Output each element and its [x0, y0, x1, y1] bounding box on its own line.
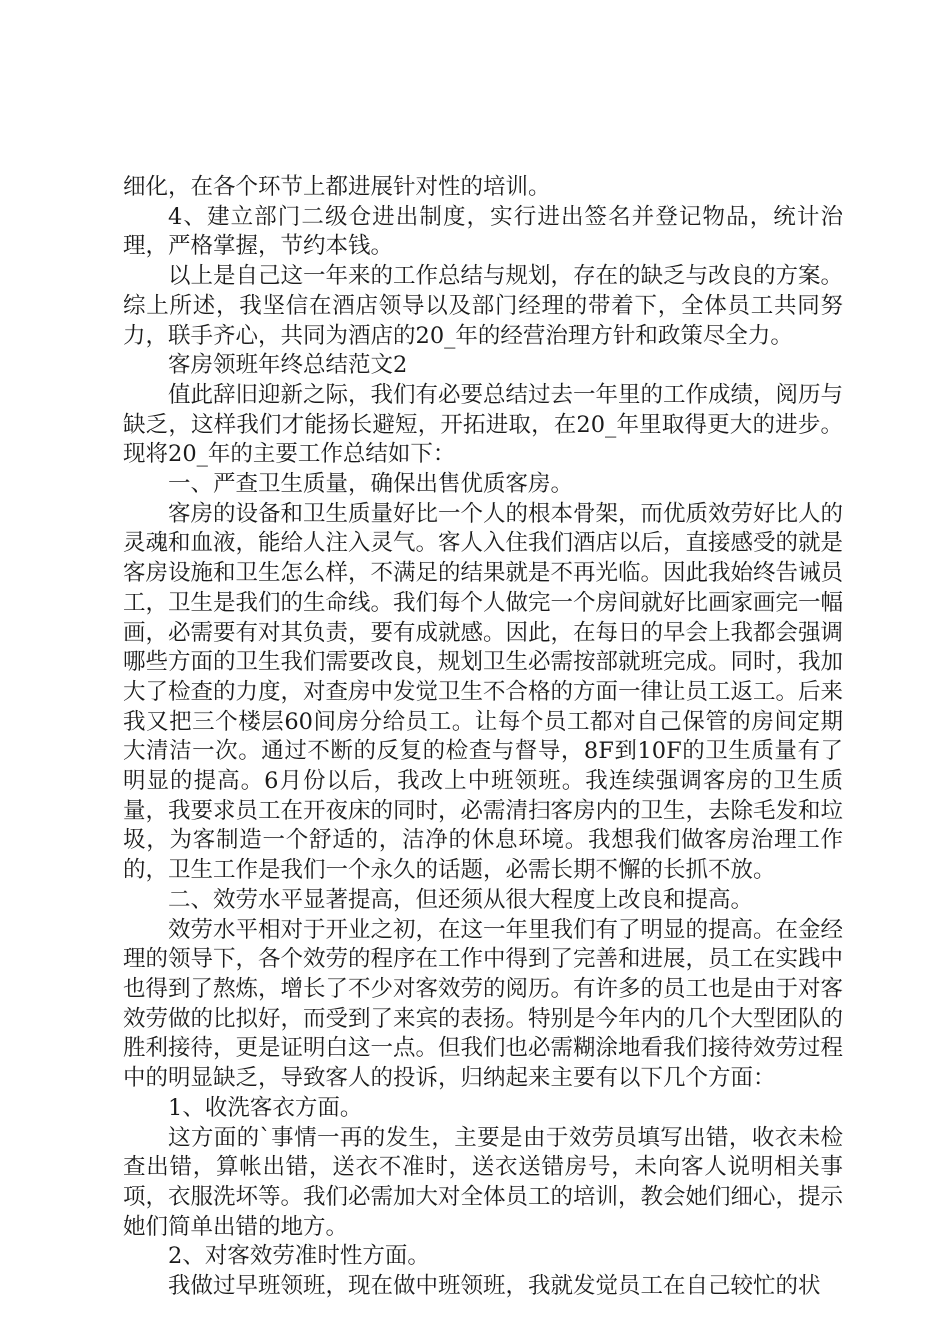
section-heading: 一、严查卫生质量，确保出售优质客房。 [168, 471, 574, 498]
paragraph: 细化，在各个环节上都进展针对性的培训。 [123, 174, 551, 200]
subsection-heading: 1、收洗客衣方面。 [168, 1094, 363, 1121]
paragraph: 值此辞旧迎新之际，我们有必要总结过去一年里的工作成绩，阅历与缺乏，这样我们才能扬长避短，开拓进取，在20_年里取得更大的进步。现将20_年的主要工作总结如下： [123, 381, 844, 468]
paragraph: 4、建立部门二级仓进出制度，实行进出签名并登记物品，统计治理，严格掌握，节约本钱。 [123, 203, 843, 260]
subsection-heading: 2、对客效劳准时性方面。 [168, 1243, 430, 1270]
section-heading: 二、效劳水平显著提高，但还须从很大程度上改良和提高。 [168, 886, 754, 913]
paragraph: 我做过早班领班，现在做中班领班，我就发觉员工在自己较忙的状 [168, 1273, 821, 1300]
document-body [123, 173, 843, 1302]
paragraph: 效劳水平相对于开业之初，在这一年里我们有了明显的提高。在金经理的领导下，各个效劳的程序在工作中得到了完善和进展，员工在实践中也得到了熬炼，增长了不少对客效劳的阅历。有许多的员工也是由于对客效劳做的比拟好，而受到了来宾的表扬。特别是今年内的几个大型团队的胜利接待，更是证明白这一点。但我们也必需糊涂地看我们接待效劳过程中的明显缺乏，导致客人的投诉，归纳起来主要有以下几个方面： [123, 916, 844, 1092]
paragraph: 以上是自己这一年来的工作总结与规划，存在的缺乏与改良的方案。综上所述，我坚信在酒店领导以及部门经理的带着下，全体员工共同努力，联手齐心，共同为酒店的20_年的经营治理方针和政策尽全力。 [123, 263, 844, 349]
paragraph: 客房的设备和卫生质量好比一个人的根本骨架，而优质效劳好比人的灵魂和血液，能给人注入灵气。客人入住我们酒店以后，直接感受的就是客房设施和卫生怎么样，不满足的结果就是不再光临。因此我始终告诫员工，卫生是我们的生命线。我们每个人做完一个房间就好比画家画完一幅画，必需要有对其负责，要有成就感。因此，在每日的早会上我都会强调哪些方面的卫生我们需要改良，规划卫生必需按部就班完成。同时，我加大了检查的力度，对查房中发觉卫生不合格的方面一律让员工返工。后来我又把三个楼层60间房分给员工。让每个员工都对自己保管的房间定期大清洁一次。通过不断的反复的检查与督导，8F到10F的卫生质量有了明显的提高。6月份以后，我改上中班领班。我连续强调客房的卫生质量，我要求员工在开夜床的同时，必需清扫客房内的卫生，去除毛发和垃圾，为客制造一个舒适的，洁净的休息环境。我想我们做客房治理工作的，卫生工作是我们一个永久的话题，必需长期不懈的长抓不放。 [123, 500, 844, 884]
section-title: 客房领班年终总结范文2 [168, 352, 408, 379]
paragraph: 这方面的`事情一再的发生，主要是由于效劳员填写出错，收衣未检查出错，算帐出错，送衣不准时，送衣送错房号，未向客人说明相关事项，衣服洗坏等。我们必需加大对全体员工的培训，教会她们细心，提示她们简单出错的地方。 [123, 1124, 844, 1240]
